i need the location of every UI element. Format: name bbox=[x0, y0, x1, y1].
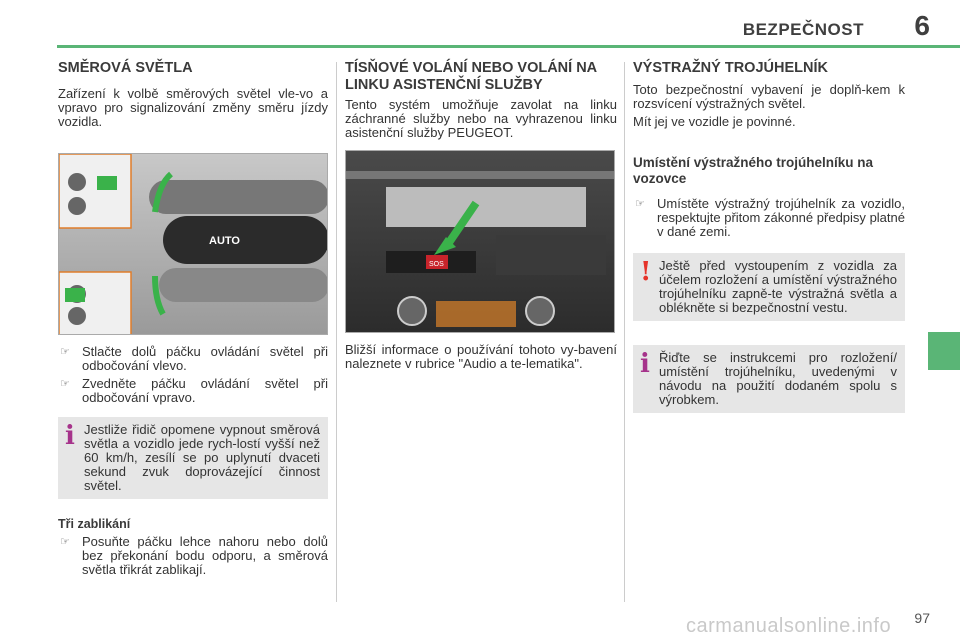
header-rule bbox=[57, 45, 960, 48]
bullet-pointer-icon: ☞ bbox=[635, 198, 645, 210]
column-turn-signals bbox=[58, 60, 328, 581]
bullet-item bbox=[58, 345, 328, 373]
info-note bbox=[633, 345, 905, 413]
chapter-number: 6 bbox=[914, 10, 930, 41]
chapter-side-tab[interactable] bbox=[928, 332, 960, 370]
column-divider-1 bbox=[336, 62, 337, 602]
bullet-item bbox=[58, 535, 328, 577]
column-divider-2 bbox=[624, 62, 625, 602]
info-icon: i bbox=[640, 349, 650, 379]
bullet-text: Stlačte dolů páčku ovládání světel při odbočování vlevo. bbox=[82, 344, 328, 373]
bullet-item bbox=[633, 197, 905, 239]
emergency-call-intro: Tento systém umožňuje zavolat na linku záchranné služby nebo na vyhrazenou linku asistenční služby PEUGEOT. bbox=[345, 97, 617, 140]
column-emergency-call bbox=[345, 60, 617, 381]
three-blinks-subtitle: Tři zablikání bbox=[58, 517, 131, 531]
page-number: 97 bbox=[914, 610, 930, 626]
bullet-text: Zvedněte páčku ovládání světel při odbočování vpravo. bbox=[82, 376, 328, 405]
info-note-text: Jestliže řidič opomene vypnout směrová světla a vozidlo jede rych-lostí vyšší než 60 km/h, zesílí se po uplynutí dvaceti sekund zvuk doprovázející činnost světel. bbox=[84, 422, 320, 493]
warning-triangle-intro: Toto bezpečnostní vybavení je doplň-kem k rozsvícení výstražných světel. bbox=[633, 82, 905, 111]
stalk-figure bbox=[58, 153, 328, 335]
header-title: BEZPEČNOST bbox=[742, 20, 864, 39]
turn-signals-intro: Zařízení k volbě směrových světel vle-vo a vpravo pro signalizování změny směru jízdy vozidla. bbox=[58, 86, 328, 129]
bullet-pointer-icon: ☞ bbox=[60, 378, 70, 390]
info-note-text: Řiďte se instrukcemi pro rozložení/ umístění trojúhelníku, uvedenými v návodu na použití dodaném spolu s výrobkem. bbox=[659, 350, 897, 407]
warning-icon: ! bbox=[640, 257, 652, 287]
console-figure bbox=[345, 150, 615, 333]
sos-button-label: SOS bbox=[429, 261, 444, 268]
info-note bbox=[58, 417, 328, 499]
bullet-pointer-icon: ☞ bbox=[60, 536, 70, 548]
watermark-link[interactable]: carmanualsonline.info bbox=[686, 615, 892, 637]
bullet-text: Umístěte výstražný trojúhelník za vozidlo, respektujte přitom zákonné předpisy platné v dané zemi. bbox=[657, 196, 905, 239]
bullet-pointer-icon: ☞ bbox=[60, 346, 70, 358]
emergency-call-title: TÍSŇOVÉ VOLÁNÍ NEBO VOLÁNÍ NA LINKU ASISTENČNÍ SLUŽBY bbox=[345, 60, 597, 93]
turn-signals-title: SMĚROVÁ SVĚTLA bbox=[58, 60, 193, 76]
bullet-text: Posuňte páčku lehce nahoru nebo dolů bez překonání bodu odporu, a směrová světla třikrát zablikají. bbox=[82, 534, 328, 577]
emergency-call-outro: Bližší informace o používání tohoto vy-bavení naleznete v rubrice "Audio a te-lematika". bbox=[345, 342, 617, 371]
warning-note-text: Ještě před vystoupením z vozidla za účelem rozložení a umístění výstražného trojúhelníku zapně-te výstražná světla a oblékněte si bezpečnostní vestu. bbox=[659, 258, 897, 315]
warning-triangle-title: VÝSTRAŽNÝ TROJÚHELNÍK bbox=[633, 60, 828, 76]
stalk-auto-label: AUTO bbox=[209, 235, 240, 247]
triangle-placement-subtitle: Umístění výstražného trojúhelníku na vozovce bbox=[633, 155, 874, 186]
bullet-item bbox=[58, 377, 328, 405]
info-icon: i bbox=[65, 421, 75, 451]
warning-triangle-mandatory: Mít jej ve vozidle je povinné. bbox=[633, 114, 796, 129]
warning-note bbox=[633, 253, 905, 321]
column-warning-triangle bbox=[633, 60, 905, 413]
